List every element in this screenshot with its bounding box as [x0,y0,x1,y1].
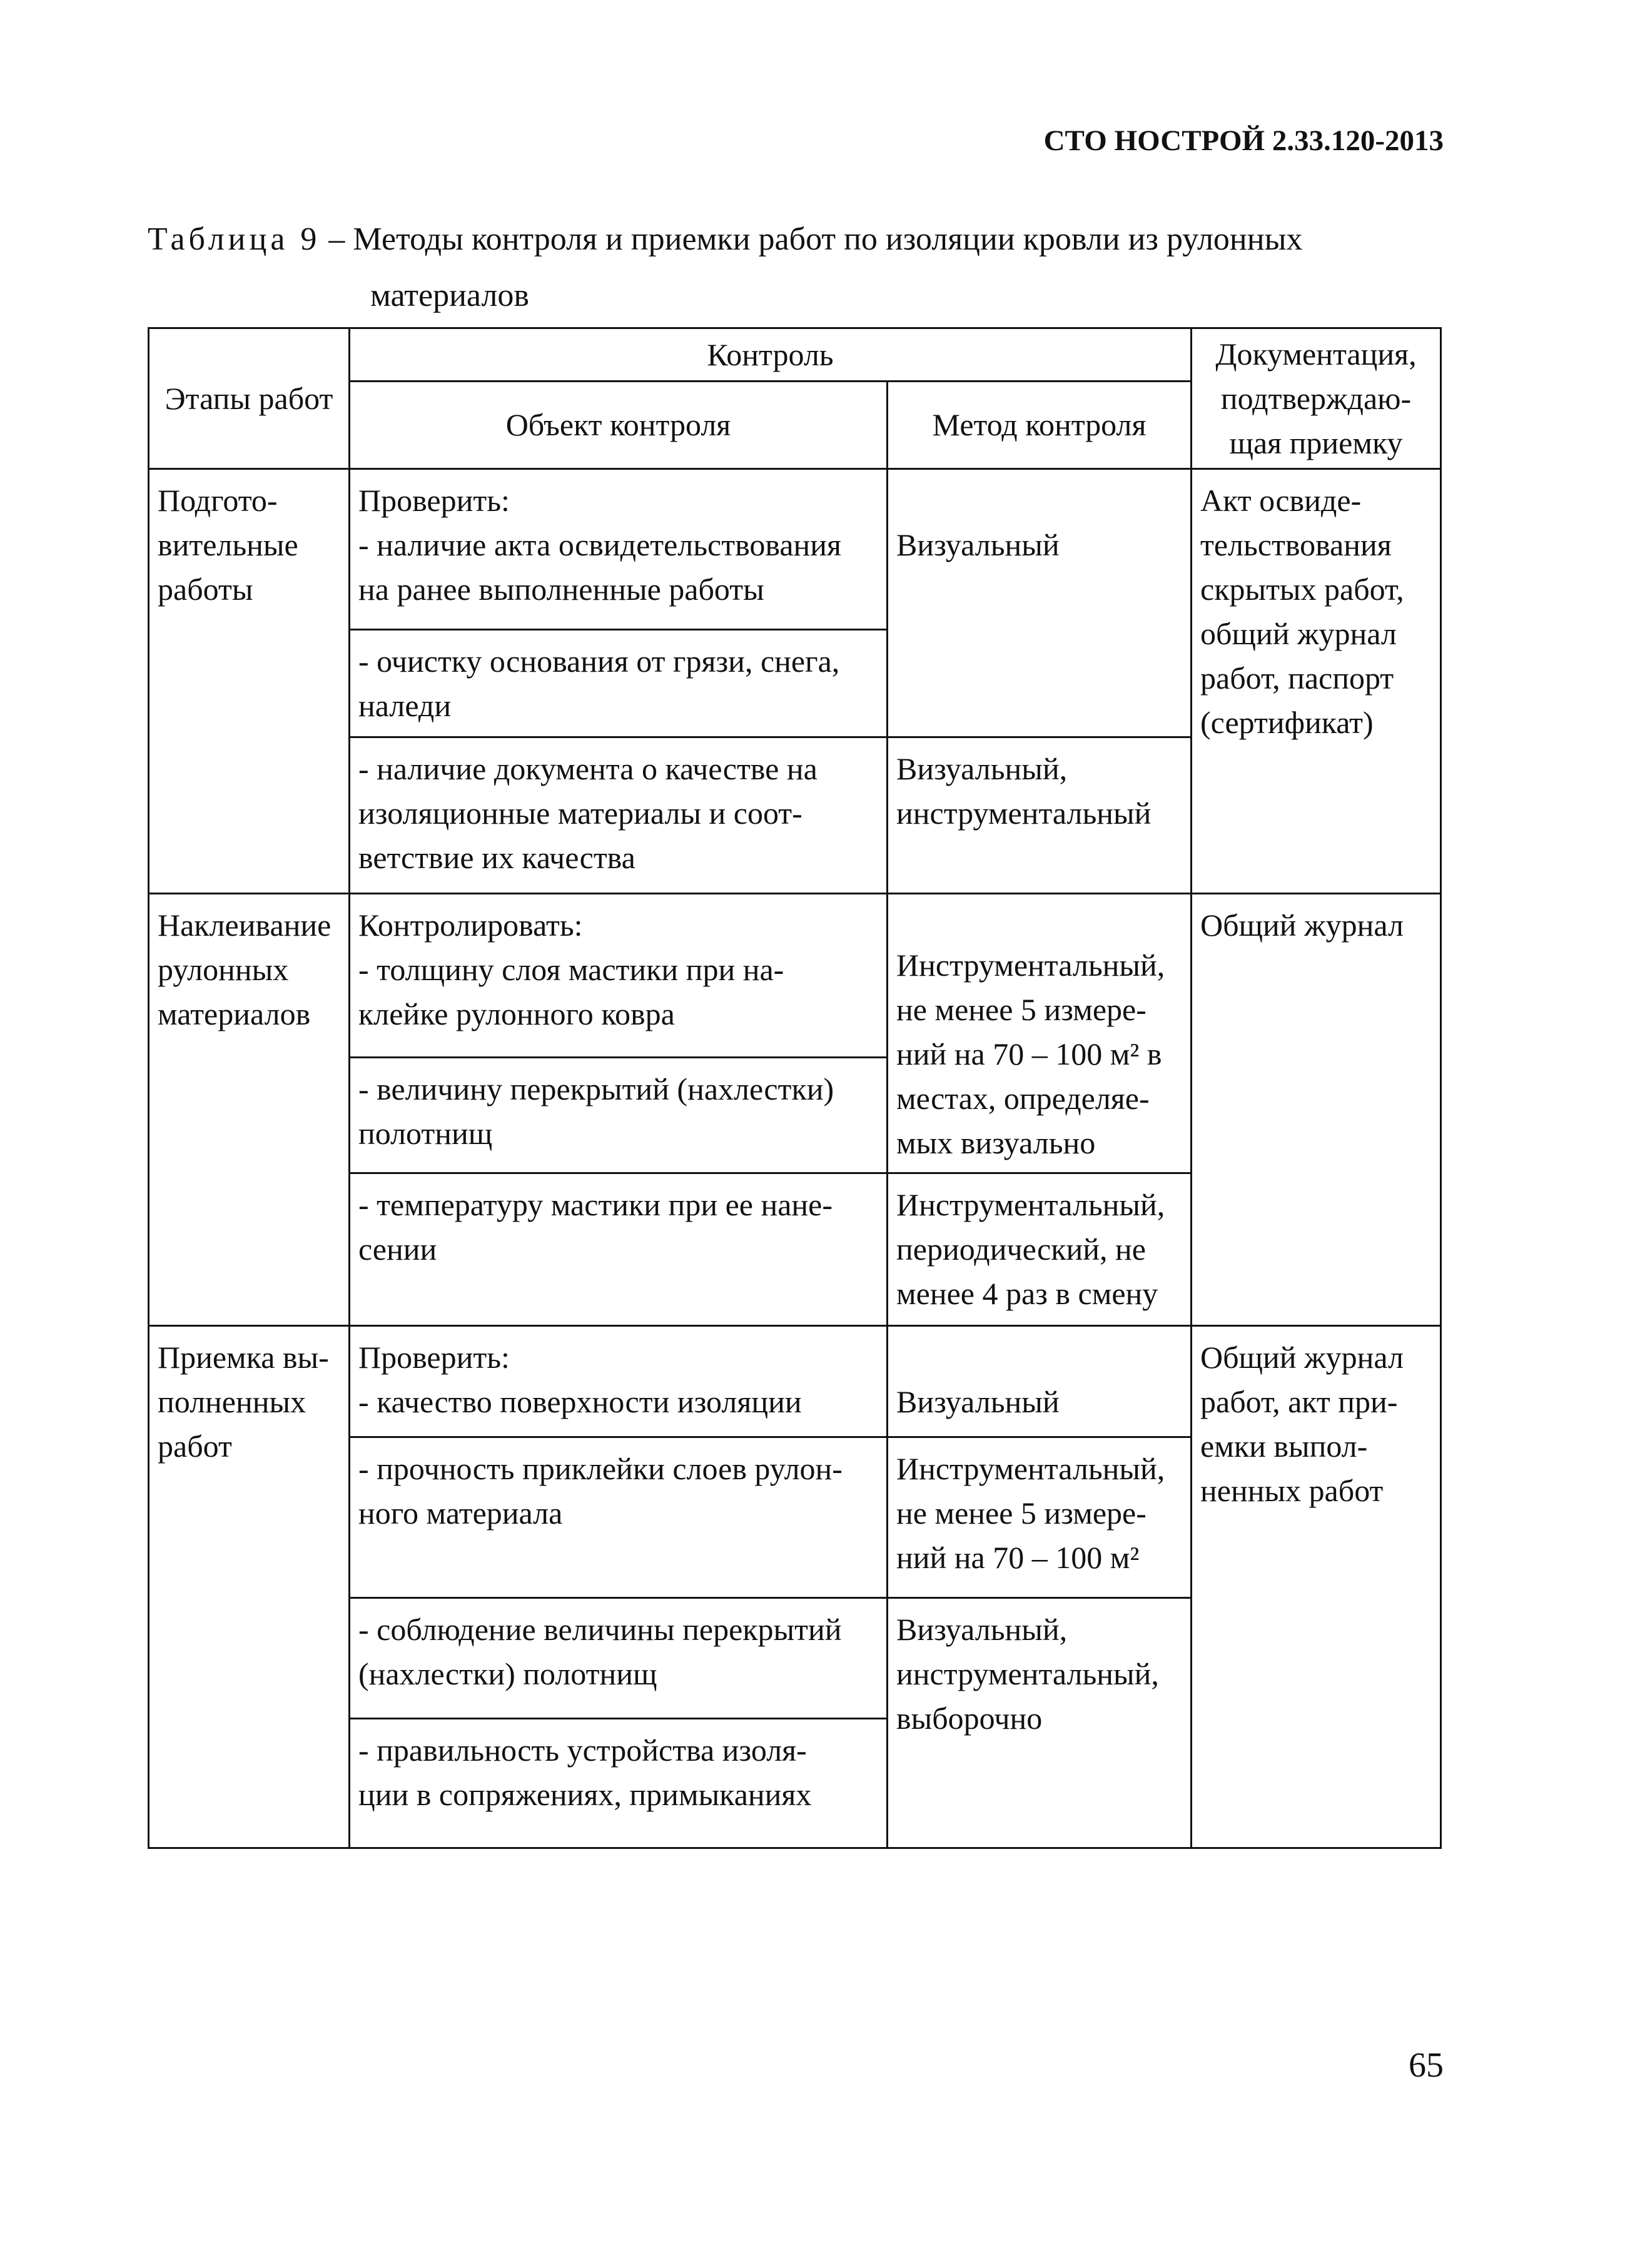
header-stages: Этапы работ [149,328,350,469]
header-object: Объект контроля [350,382,888,469]
caption-title-continuation: материалов [370,278,529,313]
method-cell: Инструментальный, не менее 5 измере- ний на 70 – 100 м² [888,1437,1192,1598]
header-control: Контроль [350,328,1192,382]
header-documentation: Документация, подтверждаю- щая приемку [1192,328,1441,469]
method-cell: Визуальный, инструментальный [888,737,1192,894]
table-row [149,894,1441,1058]
method-cell: Визуальный [888,1326,1192,1437]
header-row [149,328,1441,382]
object-cell: Контролировать: - толщину слоя мастики при на- клейке рулонного ковра [350,894,888,1058]
table-caption [148,211,1303,268]
documentation-cell: Акт освиде- тельствования скрытых работ, общий журнал работ, паспорт (сертификат) [1192,469,1441,894]
method-cell: Визуальный [888,469,1192,737]
stage-cell: Наклеивание рулонных материалов [149,894,350,1326]
object-cell: - очистку основания от грязи, снега, наледи [350,630,888,737]
object-cell: - соблюдение величины перекрытий (нахлестки) полотнищ [350,1598,888,1719]
object-cell: - прочность приклейки слоев рулон- ного материала [350,1437,888,1598]
object-cell: - правильность устройства изоля- ции в сопряжениях, примыканиях [350,1719,888,1848]
header-method: Метод контроля [888,382,1192,469]
object-cell: Проверить: - наличие акта освидетельствования на ранее выполненные работы [350,469,888,630]
object-cell: - величину перекрытий (нахлестки) полотнищ [350,1058,888,1173]
object-cell: - температуру мастики при ее нане- сении [350,1173,888,1326]
method-cell: Инструментальный, периодический, не менее 4 раз в смену [888,1173,1192,1326]
document-code: СТО НОСТРОЙ 2.33.120-2013 [1043,124,1444,157]
object-cell: Проверить: - качество поверхности изоляции [350,1326,888,1437]
documentation-cell: Общий журнал [1192,894,1441,1326]
documentation-cell: Общий журнал работ, акт при- емки выпол- ненных работ [1192,1326,1441,1848]
caption-title: – Методы контроля и приемки работ по изоляции кровли из рулонных [328,221,1303,257]
table-row [149,1326,1441,1437]
caption-label: Таблица 9 [148,221,321,257]
method-cell: Инструментальный, не менее 5 измере- ний на 70 – 100 м² в местах, определяе- мых визуально [888,894,1192,1173]
method-cell: Визуальный, инструментальный, выборочно [888,1598,1192,1848]
stage-cell: Приемка вы- полненных работ [149,1326,350,1848]
object-cell: - наличие документа о качестве на изоляционные материалы и соот- ветствие их качества [350,737,888,894]
table-row [149,469,1441,630]
page-number: 65 [1409,2046,1444,2085]
stage-cell: Подгото- вительные работы [149,469,350,894]
control-methods-table [148,327,1442,1849]
